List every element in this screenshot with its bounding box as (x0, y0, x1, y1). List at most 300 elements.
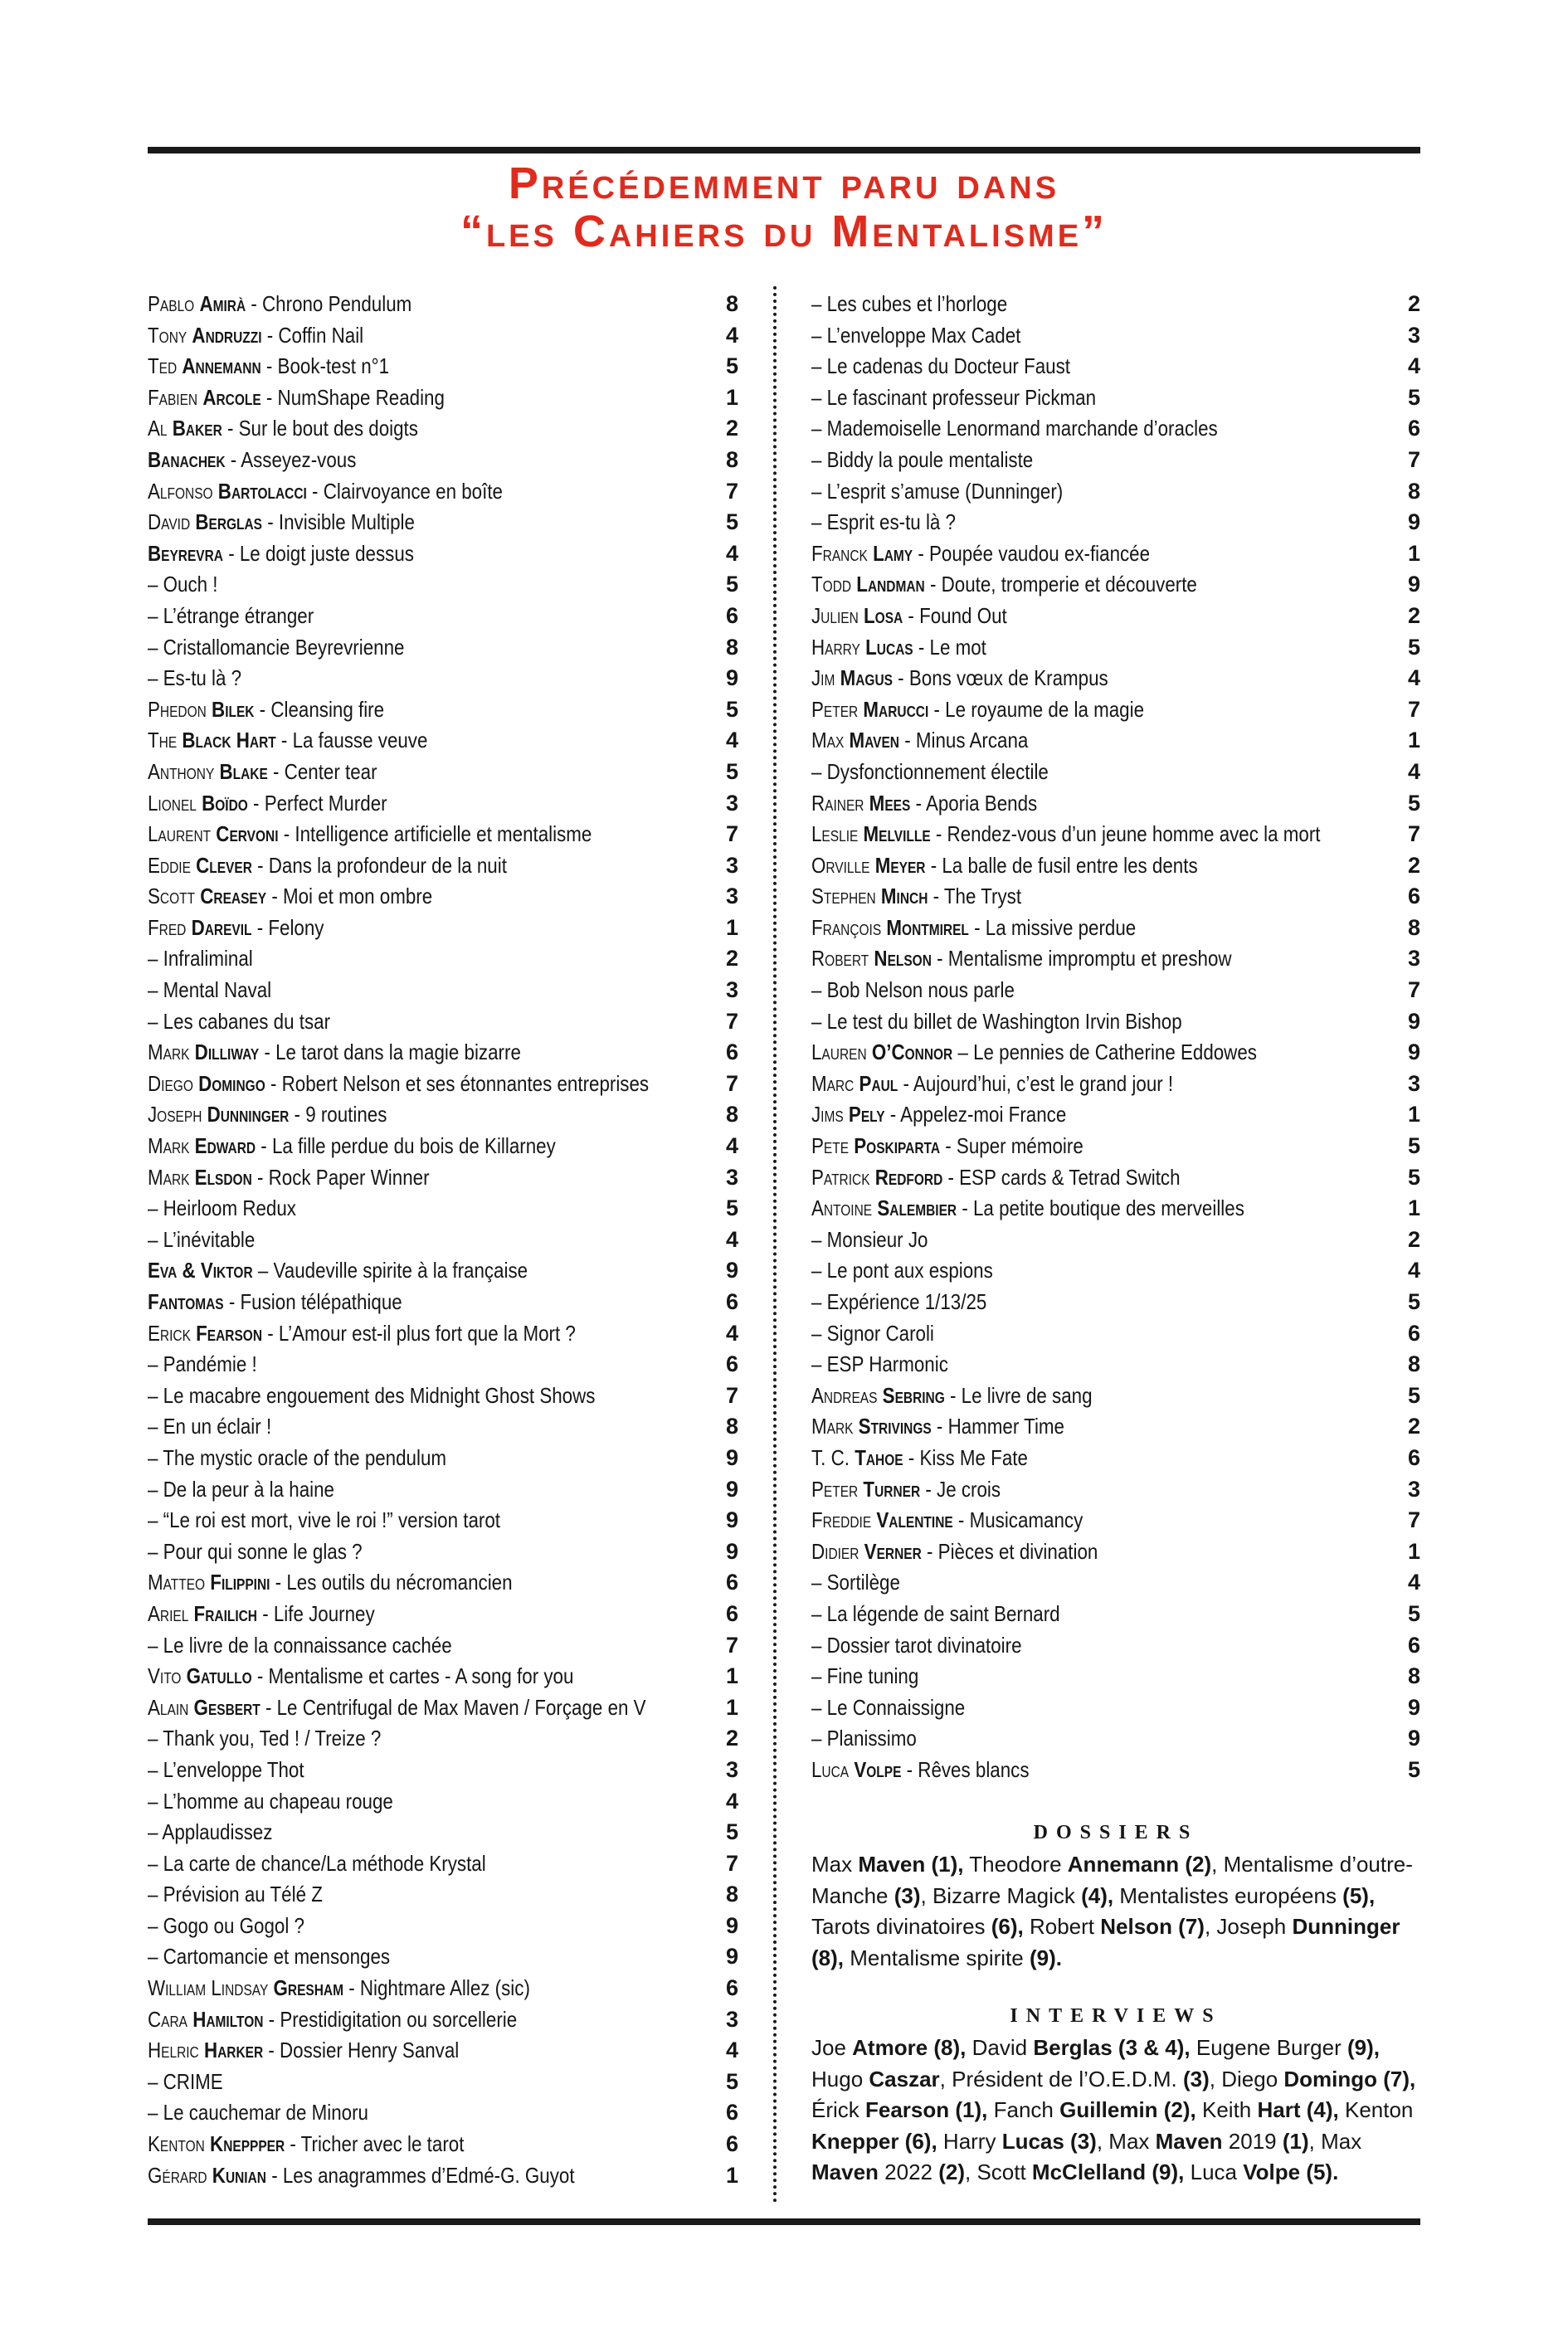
text-segment: Joe (811, 2035, 853, 2060)
issue-number: 7 (1407, 446, 1420, 472)
issue-number: 8 (1407, 478, 1420, 504)
author-last-name: Berglas (195, 509, 263, 535)
article-title: - Bons vœux de Krampus (898, 665, 1108, 691)
text-segment: Mentalistes européens (1113, 1882, 1343, 1908)
entry-text (148, 850, 507, 882)
article-title: – ESP Harmonic (811, 1351, 948, 1377)
left-index-column (148, 289, 738, 2191)
index-entry (148, 1287, 738, 1318)
index-entry (811, 1131, 1420, 1162)
issue-number: 7 (725, 1008, 738, 1034)
bold-segment: (2) (938, 2160, 965, 2184)
text-segment: David (966, 2035, 1034, 2060)
index-entry (811, 1006, 1420, 1038)
entry-text (148, 2160, 575, 2192)
index-entry (811, 663, 1420, 694)
entry-text (148, 1879, 323, 1911)
article-title: - La balle de fusil entre les dents (930, 852, 1198, 878)
issue-number: 9 (725, 1476, 738, 1502)
article-title: - Super mémoire (945, 1133, 1083, 1159)
index-entry (148, 2160, 738, 2192)
index-entry (811, 1755, 1420, 1786)
author-last-name: Elsdon (194, 1164, 252, 1190)
bold-segment: Atmore (8), (852, 2035, 967, 2060)
issue-number: 2 (725, 946, 738, 971)
title-line-2: “les Cahiers du Mentalisme” (460, 207, 1108, 256)
author-last-name: Turner (863, 1476, 921, 1502)
author-first-name: Peter (811, 696, 859, 722)
entry-text (811, 569, 1197, 601)
author-first-name: Helric (148, 2038, 199, 2063)
issue-number: 4 (725, 540, 738, 566)
author-last-name: Melville (863, 821, 931, 847)
author-last-name: Bartolacci (217, 478, 307, 504)
author-first-name: Luca (811, 1756, 850, 1782)
author-first-name: Todd (811, 572, 852, 597)
entry-text (811, 694, 1144, 726)
entry-text (811, 975, 1015, 1006)
entry-text (811, 1287, 986, 1318)
author-last-name: Losa (863, 602, 903, 628)
entry-text (811, 1349, 948, 1381)
entry-text (148, 913, 324, 944)
index-entry (148, 2035, 738, 2067)
index-entry (148, 1973, 738, 2004)
issue-number: 6 (725, 1570, 738, 1595)
author-first-name: Kenton (148, 2131, 205, 2157)
article-title: – De la peur à la haine (148, 1476, 334, 1502)
issue-number: 8 (1407, 1351, 1420, 1377)
bold-segment: Maven (1), (858, 1852, 964, 1877)
author-last-name: Fantomas (148, 1289, 224, 1314)
entry-text (811, 850, 1198, 882)
article-title: – L’homme au chapeau rouge (148, 1788, 393, 1814)
text-segment: Hugo (811, 2066, 869, 2091)
issue-number: 9 (725, 1258, 738, 1283)
index-entry (811, 1536, 1420, 1568)
author-last-name: Pely (848, 1102, 885, 1127)
title-line-1: Précédemment paru dans (508, 158, 1060, 208)
right-index-column (811, 289, 1420, 1786)
issue-number: 7 (1407, 821, 1420, 847)
issue-number: 9 (725, 1507, 738, 1533)
entry-text (811, 1255, 993, 1287)
article-title: – Planissimo (811, 1726, 917, 1751)
index-entry (811, 1162, 1420, 1194)
bottom-rule (148, 2218, 1420, 2225)
issue-number: 7 (725, 478, 738, 504)
article-title: – Le Connaissigne (811, 1694, 966, 1720)
entry-text (148, 1381, 595, 1412)
article-title: - La missive perdue (974, 914, 1137, 940)
index-entry (148, 1817, 738, 1848)
author-last-name: Fearson (196, 1320, 263, 1346)
entry-text (148, 1099, 387, 1131)
issue-number: 2 (1407, 602, 1420, 628)
author-last-name: Edward (194, 1133, 256, 1159)
article-title: - Les anagrammes d’Edmé-G. Guyot (271, 2162, 575, 2188)
author-first-name: Mark (148, 1133, 190, 1159)
issue-number: 8 (725, 634, 738, 660)
index-entry (148, 1162, 738, 1194)
author-last-name: Salembier (877, 1195, 957, 1221)
author-last-name: Domingo (198, 1070, 265, 1096)
entry-text (811, 943, 1232, 975)
author-first-name: Alain (148, 1694, 189, 1720)
index-entry (148, 1474, 738, 1506)
author-last-name: Frailich (193, 1600, 257, 1626)
article-title: - 9 routines (294, 1102, 387, 1127)
index-entry (148, 1911, 738, 1942)
bold-segment: (3) (894, 1882, 921, 1908)
text-segment: , Président de l’O.E.D.M. (939, 2066, 1183, 2091)
bold-segment: (4), (1081, 1882, 1114, 1908)
top-rule (148, 147, 1420, 153)
article-title: - The Tryst (933, 884, 1022, 909)
index-entry (148, 725, 738, 757)
entry-text (811, 1069, 1173, 1100)
author-last-name: Beyrevra (148, 540, 223, 566)
author-last-name: Maven (849, 728, 899, 753)
bold-segment: Maven (811, 2160, 879, 2184)
index-entry (148, 788, 738, 820)
index-entry (811, 538, 1420, 570)
issue-number: 2 (725, 416, 738, 441)
article-title: - Fusion télépathique (228, 1289, 402, 1314)
text-segment: , Max (1096, 2128, 1156, 2154)
issue-number: 9 (1407, 1694, 1420, 1720)
issue-number: 9 (1407, 1008, 1420, 1034)
author-first-name: Ariel (148, 1600, 189, 1626)
issue-number: 6 (1407, 1632, 1420, 1658)
entry-text (811, 1630, 1022, 1662)
bold-segment: Domingo (7), (1283, 2066, 1416, 2091)
author-first-name: Max (811, 728, 845, 753)
author-last-name: Boïdo (202, 790, 248, 816)
article-title: - Dans la profondeur de la nuit (257, 852, 507, 878)
article-title: - Coffin Nail (266, 322, 364, 348)
index-entry (811, 632, 1420, 664)
author-first-name: Lauren (811, 1040, 867, 1065)
entry-text (148, 2097, 368, 2129)
interviews-heading: INTERVIEWS (1010, 2005, 1222, 2027)
issue-number: 5 (1407, 1756, 1420, 1782)
text-segment: Max (811, 1852, 859, 1877)
index-entry (148, 663, 738, 694)
dossiers-heading: DOSSIERS (1033, 1822, 1199, 1843)
article-title: – Heirloom Redux (148, 1195, 296, 1221)
index-entry (148, 1381, 738, 1412)
author-first-name: Andreas (811, 1382, 878, 1408)
article-title: - Mentalisme et cartes - A song for you (256, 1663, 574, 1689)
index-entry (811, 975, 1420, 1006)
index-entry (811, 881, 1420, 913)
text-segment: Robert (1023, 1914, 1101, 1939)
index-entry (148, 1193, 738, 1225)
entry-text (148, 413, 418, 445)
author-last-name: Nelson (874, 946, 932, 971)
article-title: - Tricher avec le tarot (290, 2131, 465, 2157)
index-entry (811, 1474, 1420, 1506)
issue-number: 3 (725, 884, 738, 909)
bold-segment: Nelson (7) (1100, 1914, 1205, 1939)
entry-text (811, 1131, 1083, 1162)
author-last-name: Volpe (854, 1756, 902, 1782)
entry-text (811, 538, 1150, 570)
issue-number: 3 (725, 2006, 738, 2032)
article-title: – Esprit es-tu là ? (811, 509, 956, 535)
bold-segment: Caszar (869, 2066, 940, 2091)
issue-number: 3 (725, 1164, 738, 1190)
author-last-name: Hamilton (192, 2006, 264, 2032)
author-first-name: Laurent (148, 821, 212, 847)
entry-text (148, 289, 411, 320)
author-first-name: Jims (811, 1102, 844, 1127)
issue-number: 5 (725, 2068, 738, 2094)
index-entry (811, 445, 1420, 476)
index-entry (148, 351, 738, 382)
issue-number: 5 (1407, 1600, 1420, 1626)
article-title: – Le fascinant professeur Pickman (811, 384, 1097, 410)
index-entry (148, 757, 738, 788)
entry-text (811, 289, 1007, 320)
text-segment: Eugene Burger (1190, 2035, 1347, 2060)
text-segment: Érick (811, 2097, 865, 2122)
article-title: – Le pennies de Catherine Eddowes (957, 1040, 1257, 1065)
article-title: - Book-test n°1 (265, 353, 390, 379)
entry-text (148, 1474, 334, 1506)
article-title: – Pandémie ! (148, 1351, 257, 1377)
author-last-name: Dunninger (207, 1102, 290, 1127)
entry-text (148, 1411, 271, 1443)
issue-number: 6 (725, 1351, 738, 1377)
entry-text (148, 1630, 452, 1662)
entry-text (811, 1225, 928, 1256)
issue-number: 4 (1407, 353, 1420, 379)
bold-segment: Annemann (2) (1067, 1852, 1212, 1877)
issue-number: 4 (1407, 758, 1420, 784)
article-title: – La carte de chance/La méthode Krystal (148, 1850, 486, 1876)
entry-text (148, 1162, 430, 1194)
entry-text (811, 1099, 1066, 1131)
issue-number: 1 (1407, 1102, 1420, 1127)
issue-number: 1 (725, 384, 738, 410)
entry-text (148, 1723, 381, 1755)
entry-text (148, 601, 314, 632)
article-title: - Je crois (925, 1476, 1001, 1502)
article-title: - NumShape Reading (265, 384, 445, 410)
entry-text (148, 569, 218, 601)
entry-text (811, 445, 1033, 476)
entry-text (811, 1037, 1257, 1069)
article-title: - Clairvoyance en boîte (312, 478, 503, 504)
index-entry (811, 320, 1420, 352)
index-entry (148, 2004, 738, 2036)
issue-number: 5 (725, 696, 738, 722)
article-title: - Les outils du nécromancien (275, 1570, 513, 1595)
article-title: – Le test du billet de Washington Irvin Bishop (811, 1008, 1182, 1034)
entry-text (148, 1037, 521, 1069)
author-last-name: Arcole (202, 384, 261, 410)
entry-text (148, 1692, 646, 1724)
index-entry (811, 1661, 1420, 1692)
index-entry (811, 1692, 1420, 1724)
issue-number: 8 (725, 291, 738, 316)
author-first-name: François (811, 914, 882, 940)
issue-number: 4 (725, 2038, 738, 2063)
entry-text (148, 507, 415, 538)
article-title: - Doute, tromperie et découverte (929, 572, 1197, 597)
author-last-name: Lamy (873, 540, 913, 566)
index-entry (811, 850, 1420, 882)
entry-text (811, 1599, 1060, 1630)
entry-text (811, 1411, 1064, 1443)
author-first-name: T. C. (811, 1444, 850, 1470)
text-segment: , Bizarre Magick (920, 1882, 1082, 1908)
author-last-name: O’Connor (871, 1040, 953, 1065)
author-first-name: Diego (148, 1070, 193, 1096)
entry-text (811, 881, 1021, 913)
bold-segment: Knepper (6), (811, 2128, 937, 2154)
index-entry (148, 320, 738, 352)
index-entry (148, 1037, 738, 1069)
author-first-name: The (148, 728, 178, 753)
text-segment: , Diego (1209, 2066, 1284, 2091)
author-first-name: Fabien (148, 384, 198, 410)
author-first-name: Matteo (148, 1570, 206, 1595)
entry-text (811, 1006, 1182, 1038)
article-title: – Le livre de la connaissance cachée (148, 1632, 452, 1658)
issue-number: 5 (1407, 1289, 1420, 1314)
article-title: - Le royaume de la magie (933, 696, 1145, 722)
issue-number: 9 (1407, 572, 1420, 597)
index-entry (811, 476, 1420, 508)
article-title: – Le cadenas du Docteur Faust (811, 353, 1070, 379)
text-segment: Kenton (1338, 2097, 1414, 2122)
index-entry (148, 913, 738, 944)
article-title: - Hammer Time (936, 1414, 1064, 1439)
issue-number: 6 (725, 1975, 738, 2001)
article-title: - Invisible Multiple (267, 509, 415, 535)
issue-number: 8 (1407, 914, 1420, 940)
index-entry (148, 1318, 738, 1350)
author-last-name: Marucci (863, 696, 929, 722)
text-segment: , Max (1308, 2128, 1362, 2154)
issue-number: 9 (1407, 509, 1420, 535)
article-title: – Mental Naval (148, 977, 272, 1003)
issue-number: 8 (725, 1102, 738, 1127)
index-entry (148, 2097, 738, 2129)
entry-text (148, 1225, 255, 1256)
article-title: – Les cabanes du tsar (148, 1008, 331, 1034)
bold-segment: (1) (1282, 2128, 1309, 2154)
author-first-name: Jim (811, 665, 835, 691)
issue-number: 4 (725, 1788, 738, 1814)
index-entry (811, 601, 1420, 632)
author-first-name: Fred (148, 914, 187, 940)
entry-text (148, 320, 363, 352)
author-first-name: Rainer (811, 790, 864, 816)
entry-text (811, 320, 1020, 352)
entry-text (148, 1287, 402, 1318)
article-title: – Prévision au Télé Z (148, 1882, 323, 1907)
entry-text (811, 1567, 900, 1599)
entry-text (811, 1318, 934, 1350)
entry-text (148, 2067, 223, 2098)
author-first-name: Franck (811, 540, 868, 566)
entry-text (811, 382, 1096, 414)
index-entry (148, 1879, 738, 1911)
issue-number: 1 (725, 1694, 738, 1720)
issue-number: 3 (725, 790, 738, 816)
entry-text (811, 1474, 1001, 1506)
article-title: – Le pont aux espions (811, 1258, 993, 1283)
index-entry (148, 569, 738, 601)
index-entry (148, 1443, 738, 1474)
issue-number: 1 (725, 2162, 738, 2188)
author-last-name: Gesbert (193, 1694, 261, 1720)
index-entry (811, 943, 1420, 975)
article-title: – Monsieur Jo (811, 1226, 928, 1252)
bold-segment: Maven (1155, 2128, 1223, 2154)
entry-text (148, 2129, 464, 2160)
index-entry (811, 1255, 1420, 1287)
article-title: - Aporia Bends (915, 790, 1038, 816)
issue-number: 7 (725, 821, 738, 847)
author-last-name: Gatullo (186, 1663, 252, 1689)
entry-text (811, 1755, 1030, 1786)
entry-text (148, 757, 377, 788)
author-last-name: Kunian (212, 2162, 266, 2188)
entry-text (811, 913, 1136, 944)
author-last-name: Cervoni (216, 821, 279, 847)
author-last-name: Poskiparta (854, 1133, 941, 1159)
index-entry (148, 1349, 738, 1381)
author-first-name: Cara (148, 2006, 187, 2032)
article-title: – Dysfonctionnement électile (811, 758, 1049, 784)
entry-text (148, 1069, 649, 1100)
entry-text (811, 1661, 918, 1692)
entry-text (148, 1973, 530, 2004)
author-last-name: Valentine (876, 1507, 953, 1533)
author-last-name: Filippini (210, 1570, 270, 1595)
article-title: – Expérience 1/13/25 (811, 1289, 987, 1314)
bold-segment: Berglas (3 & 4), (1033, 2035, 1191, 2060)
entry-text (811, 1193, 1244, 1225)
index-entry (811, 413, 1420, 445)
text-segment: , Joseph (1204, 1914, 1293, 1939)
index-entry (148, 943, 738, 975)
issue-number: 3 (1407, 1476, 1420, 1502)
article-title: - ESP cards & Tetrad Switch (947, 1164, 1181, 1190)
issue-number: 7 (725, 1850, 738, 1876)
index-entry (811, 382, 1420, 414)
issue-number: 5 (1407, 1164, 1420, 1190)
index-entry (148, 2129, 738, 2160)
entry-text (148, 1661, 573, 1692)
entry-text (148, 538, 414, 570)
author-first-name: Eddie (148, 852, 191, 878)
article-title: – Pour qui sonne le glas ? (148, 1538, 363, 1564)
article-title: - Perfect Murder (253, 790, 387, 816)
article-title: – L’enveloppe Max Cadet (811, 322, 1021, 348)
author-last-name: Montmirel (886, 914, 969, 940)
entry-text (148, 1536, 363, 1568)
entry-text (811, 757, 1049, 788)
index-entry (148, 1941, 738, 1973)
index-entry (148, 507, 738, 538)
author-first-name: Didier (811, 1538, 859, 1564)
